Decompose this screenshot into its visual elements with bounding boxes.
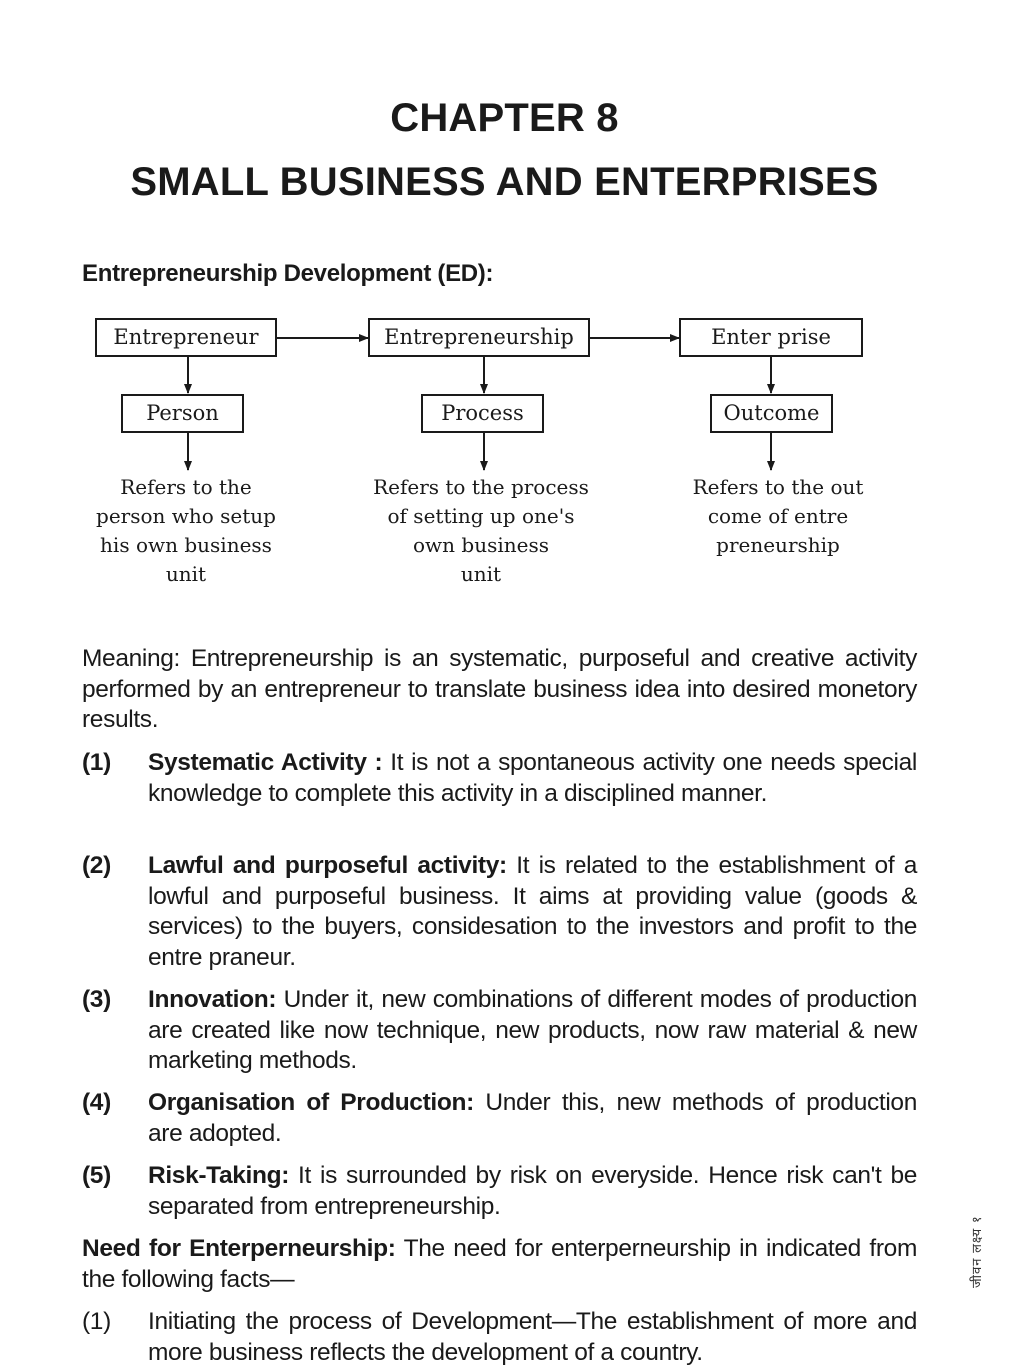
- ed-heading: Entrepreneurship Development (ED):: [82, 260, 494, 287]
- desc-process: Refers to the process of setting up one's own business unit: [373, 475, 589, 586]
- chapter-title: SMALL BUSINESS AND ENTERPRISES: [130, 160, 879, 204]
- side-margin-note: जीवन लक्ष्य १: [969, 1215, 984, 1288]
- need-paragraph: [82, 1234, 917, 1295]
- meaning-paragraph: Meaning: Entrepreneurship is an systematic, purposeful and creative activity performed by an entrepreneur to translate business idea into desired monetory results.: [82, 645, 917, 733]
- need-item: (1) Initiating the process of Development—The establishment of more and more business reflects the development of a country.: [82, 1308, 917, 1366]
- desc-person: Refers to the person who setup his own business unit: [96, 475, 276, 586]
- feature-item: (3) Innovation: Under it, new combinations of different modes of production are created like now technique, new products, now raw material & new marketing methods.: [82, 986, 917, 1074]
- box-enterprise: Enter prise: [679, 318, 863, 357]
- box-person: Person: [121, 394, 244, 433]
- chapter-number: CHAPTER 8: [390, 96, 619, 140]
- feature-item: (4) Organisation of Production: Under this, new methods of production are adopted.: [82, 1089, 917, 1147]
- feature-item: (2) Lawful and purposeful activity: It is related to the establishment of a lowful and purposeful business. It aims at providing value (goods & services) to the buyers, considesation to the investors and profit to the entre praneur.: [82, 852, 917, 971]
- desc-outcome: Refers to the out come of entre preneurship: [692, 475, 864, 557]
- need-text: The need for enterperneurship in indicated from the following facts—: [82, 1235, 918, 1293]
- box-outcome: Outcome: [710, 394, 833, 433]
- box-entrepreneurship: Entrepreneurship: [368, 318, 590, 357]
- need-title: Need for Enterperneurship:: [82, 1235, 396, 1262]
- feature-item: (5) Risk-Taking: It is surrounded by risk on everyside. Hence risk can't be separated from entrepreneurship.: [82, 1162, 917, 1220]
- box-process: Process: [421, 394, 544, 433]
- box-entrepreneur: Entrepreneur: [95, 318, 277, 357]
- feature-item: (1) Systematic Activity : It is not a spontaneous activity one needs special knowledge to complete this activity in a disciplined manner.: [82, 749, 917, 807]
